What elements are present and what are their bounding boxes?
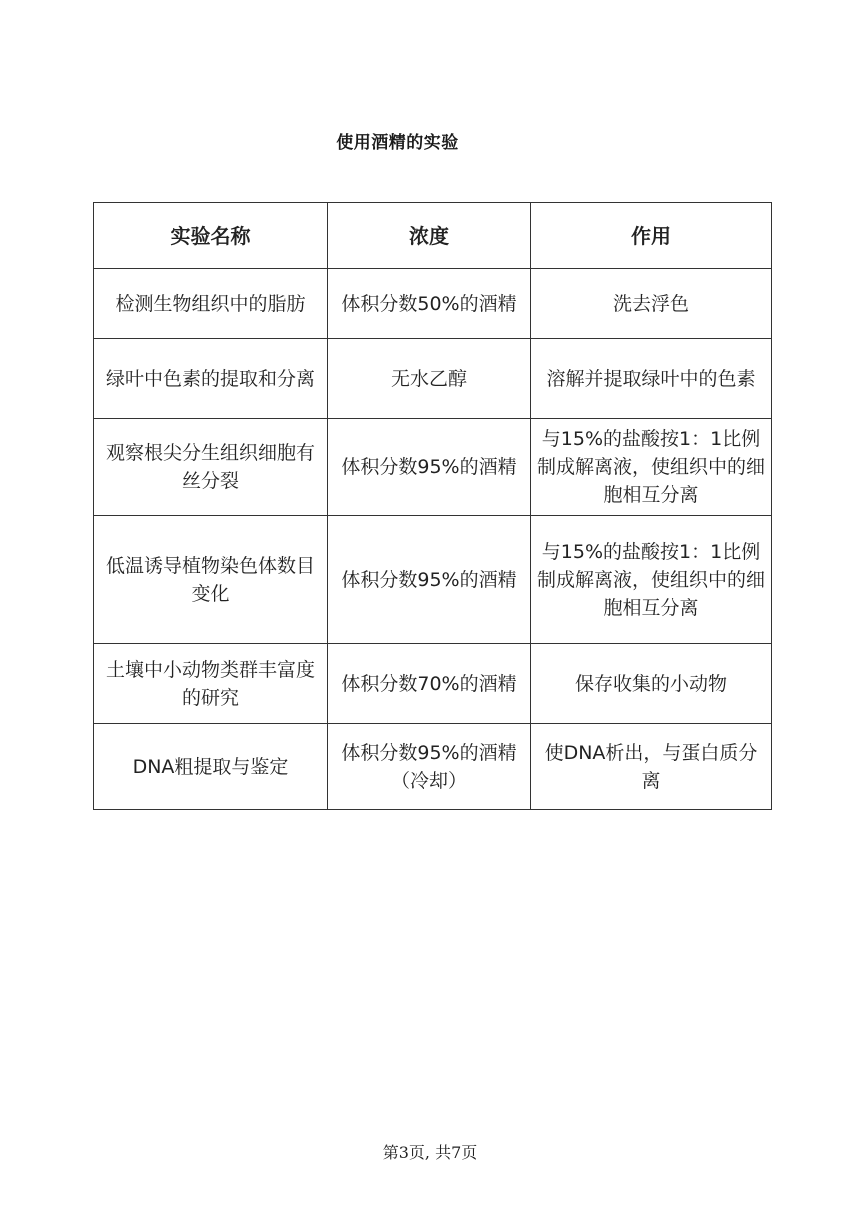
- document-title: 使用酒精的实验: [336, 133, 459, 153]
- cell-concentration: 体积分数70%的酒精: [328, 644, 531, 724]
- cell-function: 保存收集的小动物: [531, 644, 772, 724]
- alcohol-experiments-table: [93, 202, 772, 810]
- cell-experiment-name: 低温诱导植物染色体数目变化: [94, 516, 328, 644]
- cell-concentration: 体积分数95%的酒精（冷却）: [328, 724, 531, 810]
- table-row: [94, 516, 772, 644]
- cell-concentration: 体积分数50%的酒精: [328, 269, 531, 339]
- table-header-row: [94, 203, 772, 269]
- cell-concentration: 无水乙醇: [328, 339, 531, 419]
- cell-function: 洗去浮色: [531, 269, 772, 339]
- header-experiment-name: 实验名称: [94, 203, 328, 269]
- table-row: [94, 644, 772, 724]
- table-row: [94, 724, 772, 810]
- header-function: 作用: [531, 203, 772, 269]
- table-row: [94, 419, 772, 516]
- cell-function: 使DNA析出，与蛋白质分离: [531, 724, 772, 810]
- cell-function: 与15%的盐酸按1：1比例制成解离液，使组织中的细胞相互分离: [531, 516, 772, 644]
- table-row: [94, 269, 772, 339]
- cell-experiment-name: 观察根尖分生组织细胞有丝分裂: [94, 419, 328, 516]
- page-number-footer: 第3页, 共7页: [382, 1143, 478, 1162]
- cell-concentration: 体积分数95%的酒精: [328, 516, 531, 644]
- cell-experiment-name: DNA粗提取与鉴定: [94, 724, 328, 810]
- header-concentration: 浓度: [328, 203, 531, 269]
- cell-function: 溶解并提取绿叶中的色素: [531, 339, 772, 419]
- cell-experiment-name: 绿叶中色素的提取和分离: [94, 339, 328, 419]
- cell-function: 与15%的盐酸按1：1比例制成解离液，使组织中的细胞相互分离: [531, 419, 772, 516]
- cell-experiment-name: 检测生物组织中的脂肪: [94, 269, 328, 339]
- cell-experiment-name: 土壤中小动物类群丰富度的研究: [94, 644, 328, 724]
- table-row: [94, 339, 772, 419]
- cell-concentration: 体积分数95%的酒精: [328, 419, 531, 516]
